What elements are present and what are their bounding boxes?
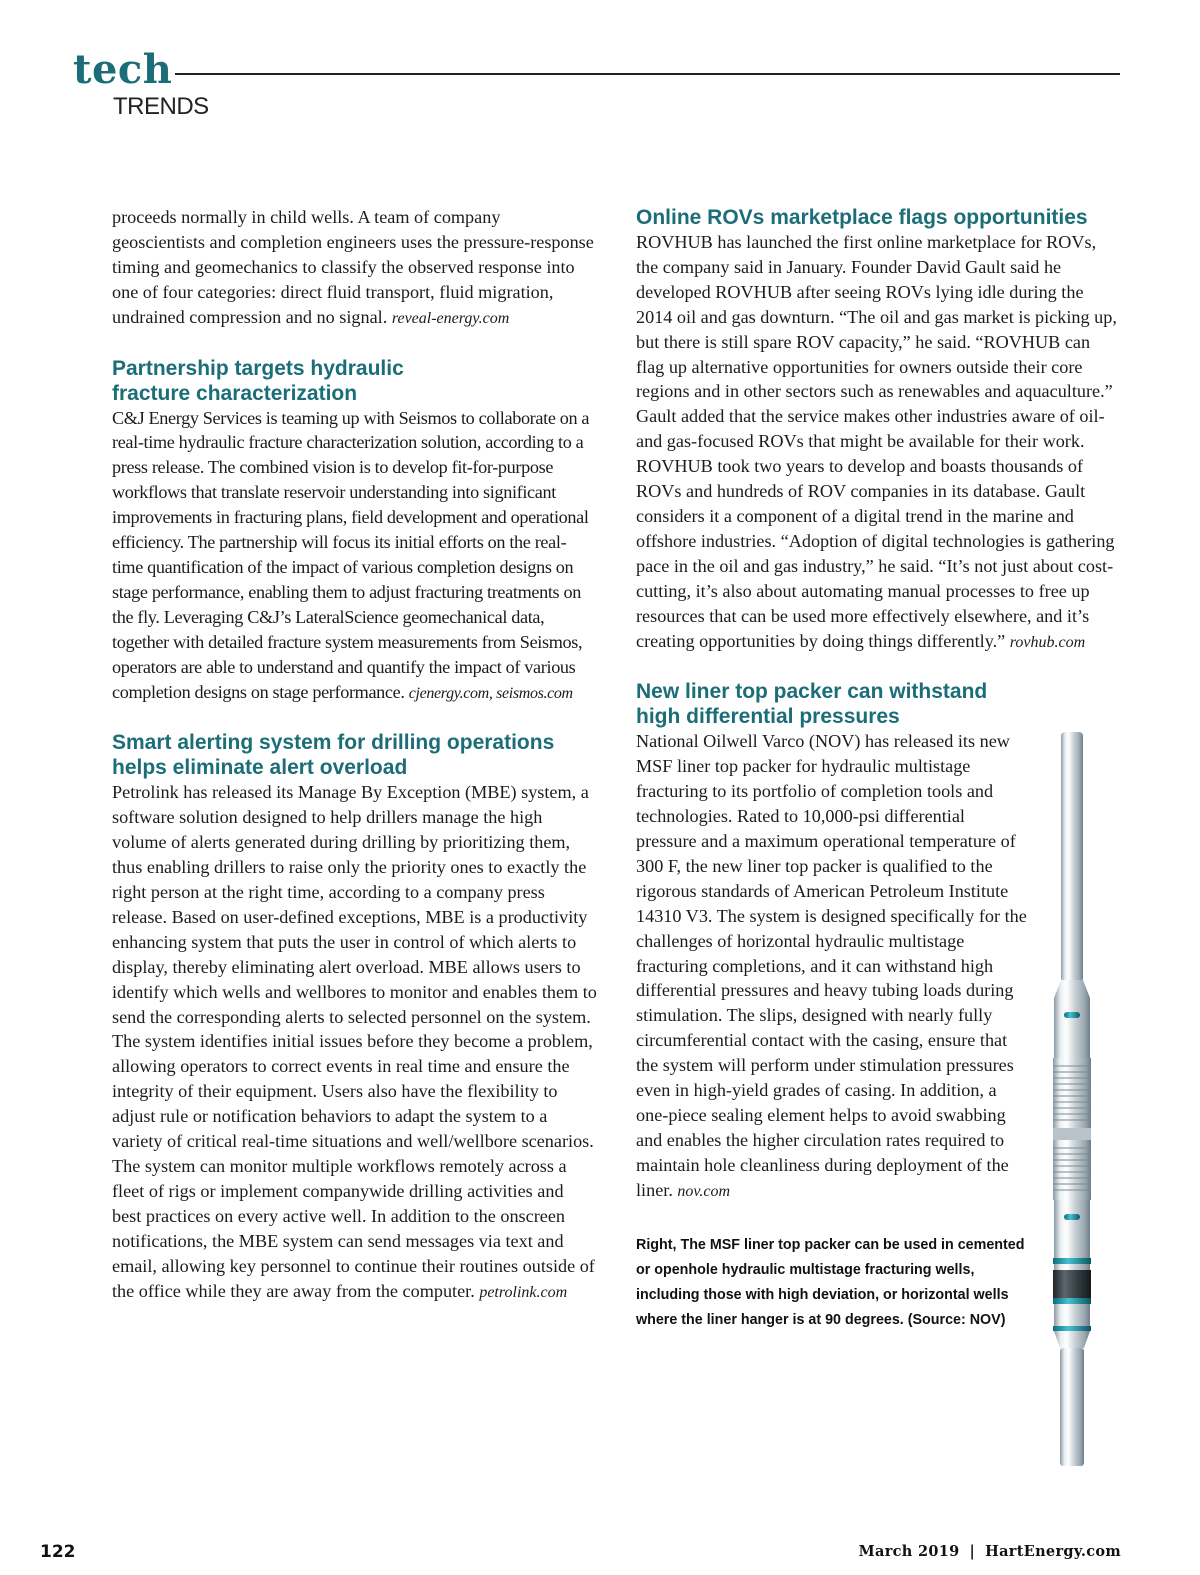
section-title-tech: tech	[73, 46, 173, 93]
body-lower	[1054, 1304, 1090, 1326]
body-upper	[1054, 998, 1090, 1058]
article-packer-text	[636, 729, 1028, 1204]
upper-shoulder	[1054, 980, 1090, 998]
article-alerting-text	[112, 780, 597, 1305]
article-alerting-headline: Smart alerting system for drilling operations helps eliminate alert overload	[112, 731, 555, 780]
slips-collar	[1053, 1128, 1091, 1140]
lower-taper	[1054, 1331, 1090, 1348]
figure-caption: Right, The MSF liner top packer can be used in cemented or openhole hydraulic multistage fracturing wells, including those with high deviation, or horizontal wells where the liner hanger is at 90 degrees. (Source: NOV)	[636, 1236, 1025, 1328]
article-partnership-body: C&J Energy Services is teaming up with Seismos to collaborate on a real-time hydraulic fracture characterization solution, according to a press release. The combined vision is to develop fit-for-purpose workflows that translate reservoir understanding into significant improvements in fracturing plans, field development and operational efficiency. The partnership will focus its initial efforts on the real-time quantification of the impact of various completion designs on stage performance, enabling them to adjust fracturing treatments on the fly. Leveraging C&J’s LateralScience geomechanical data, together with detailed fracture system measurements from Seismos, operators are able to understand and quantify the impact of various completion designs on stage performance.	[112, 407, 590, 702]
article-partnership-text	[112, 406, 597, 707]
article-packer-source: nov.com	[677, 1182, 730, 1200]
upper-pipe	[1061, 732, 1083, 982]
teal-ring-lower	[1053, 1326, 1091, 1331]
section-title-trends: TRENDS	[113, 93, 209, 120]
page-number: 122	[40, 1542, 76, 1562]
article-alerting-source: petrolink.com	[479, 1283, 568, 1301]
slips-upper	[1053, 1058, 1091, 1128]
continued-article-source: reveal-energy.com	[391, 309, 510, 327]
article-partnership-source: cjenergy.com, seismos.com	[408, 684, 573, 702]
teal-ring-middle	[1053, 1298, 1091, 1304]
article-packer-body: National Oilwell Varco (NOV) has released its new MSF liner top packer for hydraulic multistage fracturing to its portfolio of completion tools and technologies. Rated to 10,000-psi differential pressure and a maximum operational temperature of 300 F, the new liner top packer is qualified to the rigorous standards of American Petroleum Institute 14310 V3. The system is designed specifically for the challenges of horizontal hydraulic multistage fracturing completions, and it can withstand high differential pressures and heavy tubing loads during stimulation. The slips, designed with nearly fully circumferential contact with the casing, ensure that the system will perform under stimulation pressures even in high-yield grades of casing. In addition, a one-piece sealing element helps to avoid swabbing and enables the higher circulation rates required to maintain hole cleanliness during deployment of the liner.	[636, 731, 1027, 1200]
article-rovhub-source: rovhub.com	[1009, 633, 1086, 651]
article-partnership-headline: Partnership targets hydraulic fracture characterization	[112, 356, 404, 405]
header-divider	[175, 73, 1120, 75]
slips-lower	[1053, 1140, 1091, 1200]
footer-separator: |	[969, 1543, 976, 1560]
left-column	[112, 205, 597, 1305]
issue-date: March 2019	[858, 1543, 960, 1560]
teal-ring-upper	[1053, 1258, 1091, 1264]
continued-article-text	[112, 205, 597, 332]
article-alerting-body: Petrolink has released its Manage By Exception (MBE) system, a software solution designed to help drillers manage the high volume of alerts generated during drilling by prioritizing them, thus enabling drillers to raise only the priority ones to exactly the right person at the right time, according to a company press release. Based on user-defined exceptions, MBE is a productivity enhancing system that puts the user in control of which alerts to display, thereby eliminating alert overload. MBE allows users to identify which wells and wellbores to monitor and enables them to send the corresponding alerts to selected personnel on the system. The system identifies initial issues before they become a problem, allowing operators to correct events in real time and ensure the integrity of their equipment. Users also have the flexibility to adjust rule or notification behaviors to adapt the system to a variety of critical real-time situations and well/wellbore scenarios. The system can monitor multiple workflows remotely across a fleet of rigs or implement companywide drilling activities and best practices on every active well. In addition to the onscreen notifications, the MBE system can send messages via text and email, allowing key personnel to continue their routines outside of the office while they are away from the computer.	[112, 782, 597, 1301]
website-link: HartEnergy.com	[985, 1543, 1121, 1560]
port-slot-2	[1064, 1214, 1080, 1220]
continued-article-body: proceeds normally in child wells. A team of company geoscientists and completion engineers uses the pressure-response timing and geomechanics to classify the observed response into one of four categories: direct fluid transport, fluid migration, undrained compression and no signal.	[112, 207, 594, 327]
article-packer-headline: New liner top packer can withstand high differential pressures	[636, 680, 988, 729]
article-rovhub-body: ROVHUB has launched the first online marketplace for ROVs, the company said in January. Founder David Gault said he developed ROVHUB after seeing ROVs lying idle during the 2014 oil and gas downturn. “The oil and gas market is picking up, but there is still spare ROV capacity,” he said. “ROVHUB can flag up alternative opportunities for owners outside their core regions and in other sectors such as renewables and aquaculture.” Gault added that the service makes other industries aware of oil- and gas-focused ROVs that might be available for their work. ROVHUB took two years to develop and boasts thousands of ROVs and hundreds of ROV companies in its database. Gault considers it a component of a digital trend in the marine and offshore industries. “Adoption of digital technologies is gathering pace in the oil and gas industry,” he said. “It’s not just about cost-cutting, it’s also about automating manual processes to free up resources that can be used more effectively elsewhere, and it’s creating opportunities by doing things differently.”	[636, 232, 1117, 651]
footer-info	[859, 1543, 1121, 1560]
lower-pipe	[1060, 1348, 1084, 1466]
port-slot-1	[1064, 1012, 1080, 1018]
liner-top-packer-image	[1042, 730, 1102, 1470]
article-rovhub-headline: Online ROVs marketplace flags opportunities	[636, 206, 1088, 229]
sealing-element	[1053, 1270, 1091, 1298]
article-rovhub-text	[636, 230, 1121, 655]
